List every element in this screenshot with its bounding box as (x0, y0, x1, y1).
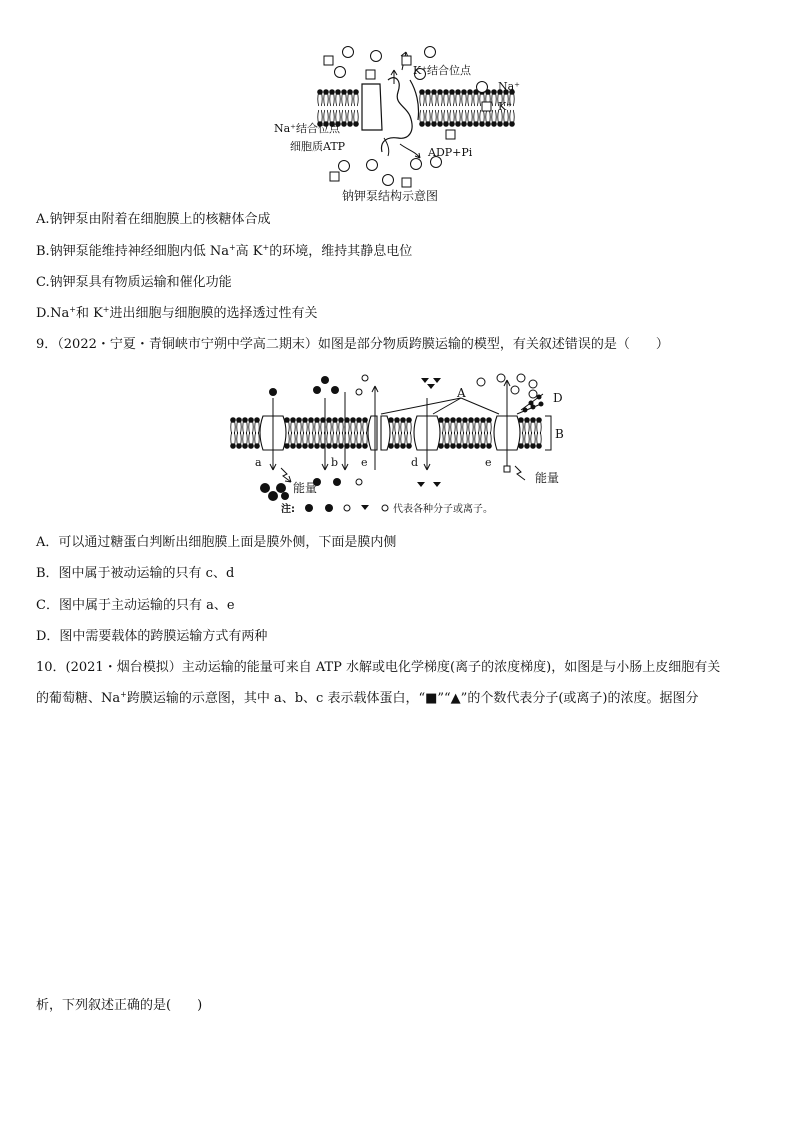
figure-membrane-transport-model (225, 370, 575, 522)
q8-option-c (36, 273, 232, 293)
pump-protein-channel (382, 78, 419, 152)
label-B: B (555, 427, 564, 441)
ion-charge: + (69, 305, 76, 314)
option-text: 钠钾泵由附着在细胞膜上的核糖体合成 (49, 212, 271, 227)
letter-e-2: e (485, 456, 492, 469)
option-text: 高 K (235, 244, 263, 259)
option-text: 进出细胞与细胞膜的选择透过性有关 (109, 306, 318, 321)
q8-option-b (36, 242, 412, 262)
letter-a: a (255, 456, 262, 469)
option-prefix: B. (36, 244, 50, 259)
option-text: 的环境，维持其静息电位 (269, 244, 413, 259)
k-binding-site-label: K⁺结合位点 (413, 64, 472, 77)
ion-charge: + (228, 243, 236, 252)
option-prefix: C. (36, 275, 50, 290)
adp-pi-label: ADP+Pi (428, 146, 473, 159)
figure1-caption: 钠钾泵结构示意图 (342, 189, 439, 203)
label-A: A (457, 386, 466, 400)
legend-k-label: K⁺ (498, 100, 513, 113)
option-prefix: D. (36, 306, 51, 321)
q10-stem-line1: 10．(2021・烟台模拟）主动运输的能量可来自 ATP 水解或电化学梯度(离子的浓度梯度)，如图是与小肠上皮细胞有关 (36, 660, 721, 675)
q9-option-d: D．图中需要载体的跨膜运输方式有两种 (36, 629, 268, 644)
q10-stem-line3: 析，下列叙述正确的是( ) (36, 998, 203, 1013)
note-prefix: 注: (281, 504, 295, 515)
ion-charge: + (120, 690, 127, 699)
energy-label-right: 能量 (535, 471, 560, 485)
energy-label-left: 能量 (293, 481, 318, 495)
ion-charge: + (262, 243, 270, 252)
option-text: Na (50, 306, 70, 321)
figure-sodium-potassium-pump (270, 40, 530, 205)
option-text: 跨膜运输的示意图，其中 a、b、c 表示载体蛋白，“■”“▲”的个数代表分子(或离子)的浓度。据图分 (126, 691, 699, 706)
label-D: D (553, 391, 563, 405)
cytoplasm-atp-label: 细胞质ATP (290, 140, 346, 153)
q10-stem-line2 (36, 689, 698, 709)
letter-b: b (331, 456, 339, 469)
q9-option-c: C．图中属于主动运输的只有 a、e (36, 598, 235, 613)
ion-charge: + (102, 305, 110, 314)
q9-stem: 9．（2022・宁夏・青铜峡市宁朔中学高二期末）如图是部分物质跨膜运输的模型，有关叙述错误的是（ ） (36, 337, 669, 352)
pump-protein (362, 84, 382, 130)
q9-option-a: A．可以通过糖蛋白判断出细胞膜上面是膜外侧，下面是膜内侧 (36, 535, 397, 550)
q9-option-b: B．图中属于被动运输的只有 c、d (36, 566, 235, 581)
legend-na-label: Na⁺ (498, 80, 520, 93)
option-text: 和 K (75, 306, 103, 321)
letter-e: e (361, 456, 368, 469)
option-text: 钠钾泵能维持神经细胞内低 Na (49, 244, 229, 259)
letter-d: d (411, 456, 419, 469)
q8-option-a (36, 210, 271, 230)
option-text: 的葡萄糖、Na (36, 691, 121, 706)
q8-option-d (36, 304, 318, 324)
option-text: 钠钾泵具有物质运输和催化功能 (49, 275, 232, 290)
na-binding-site-label: Na⁺结合位点 (274, 122, 340, 135)
note-suffix: 代表各种分子或离子。 (393, 504, 493, 515)
option-prefix: A. (36, 212, 50, 227)
